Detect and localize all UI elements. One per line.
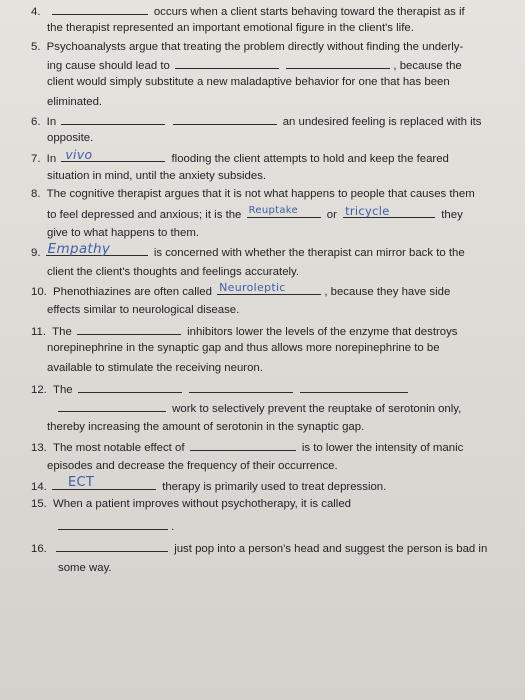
q8-text-2a: to feel depressed and anxious; it is the (47, 209, 242, 221)
q8-answer-blank-1[interactable] (247, 206, 321, 218)
q5-text-4: eliminated. (47, 96, 103, 108)
q5-line4 (47, 95, 102, 109)
q14-line1 (31, 475, 387, 494)
q5-blank-2[interactable] (286, 57, 390, 69)
q13-text-1a: The most notable effect of (53, 442, 185, 454)
q7-line2 (47, 169, 266, 183)
q9-line1 (31, 241, 465, 260)
q10-number: 10. (31, 286, 47, 298)
q14-handwritten-answer: ECT (68, 475, 95, 490)
q5-text-2a: ing cause should lead to (47, 60, 170, 72)
q5-line3 (47, 75, 450, 89)
q6-text-1b: an undesired feeling is replaced with its (282, 116, 482, 128)
q8-handwritten-answer-2: tricycle (345, 204, 390, 218)
q12-blank-1[interactable] (78, 381, 182, 393)
q9-answer-blank[interactable] (46, 241, 148, 257)
q16-line2 (58, 561, 112, 575)
q7-text-2: situation in mind, until the anxiety subsides. (47, 170, 267, 182)
q13-text-2: episodes and decrease the frequency of their occurrence. (47, 460, 338, 472)
q16-text-2: some way. (58, 562, 112, 574)
q11-text-2: norepinephrine in the synaptic gap and thus allows more norepinephrine to be (47, 342, 440, 354)
q8-line3 (47, 226, 199, 240)
q8-text-3: give to what happens to them. (47, 227, 199, 239)
q16-line1 (31, 540, 487, 556)
q6-number: 6. (31, 116, 41, 128)
q14-number: 14. (31, 481, 47, 493)
q5-text-3: client would simply substitute a new maladaptive behavior for one that has been (47, 76, 450, 88)
q13-line2 (47, 459, 338, 473)
q15-text-2: . (171, 521, 175, 533)
q10-handwritten-answer: Neuroleptic (219, 281, 286, 294)
q9-number: 9. (31, 247, 41, 259)
q9-text-2: client the client's thoughts and feelings accurately. (47, 266, 300, 278)
q14-text-1: therapy is primarily used to treat depression. (162, 481, 387, 493)
q8-answer-blank-2[interactable] (343, 206, 435, 218)
q7-handwritten-answer: vivo (65, 147, 93, 162)
q15-line2 (58, 518, 174, 534)
q16-number: 16. (31, 543, 47, 555)
q11-number: 11. (31, 326, 46, 338)
q9-text-1: is concerned with whether the therapist can mirror back to the (153, 247, 465, 259)
q7-number: 7. (31, 153, 41, 165)
q6-blank-2[interactable] (173, 113, 277, 125)
q8-text-2c: they (441, 209, 463, 221)
q6-text-1a: In (46, 116, 57, 128)
q11-text-1b: inhibitors lower the levels of the enzyme that destroys (187, 326, 458, 338)
q8-text-1: The cognitive therapist argues that it is not what happens to people that causes them (46, 188, 475, 200)
q11-text-3: available to stimulate the receiving neuron. (47, 362, 263, 374)
q15-blank[interactable] (58, 518, 168, 530)
q4-number: 4. (31, 6, 41, 18)
q11-text-1a: The (52, 326, 72, 338)
q11-line2 (47, 341, 440, 355)
q5-line1 (31, 40, 463, 54)
q6-line2 (47, 131, 93, 145)
q8-text-2b: or (326, 209, 337, 221)
q4-line2 (47, 21, 414, 35)
q12-text-2: work to selectively prevent the reuptake of serotonin only, (172, 403, 462, 415)
q5-blank-1[interactable] (175, 57, 279, 69)
q16-text-1: just pop into a person's head and suggest the person is bad in (174, 543, 488, 555)
q9-handwritten-answer: Empathy (47, 241, 111, 257)
q11-line3 (47, 361, 263, 375)
q5-line2 (47, 57, 462, 73)
q13-blank[interactable] (190, 439, 296, 451)
q15-text-1: When a patient improves without psychotherapy, it is called (53, 498, 352, 510)
q12-blank-2[interactable] (189, 381, 293, 393)
q12-text-1: The (53, 384, 73, 396)
q8-line1 (31, 187, 475, 201)
q4-text-1: occurs when a client starts behaving toward the therapist as if (153, 6, 465, 18)
q5-number: 5. (31, 41, 41, 53)
q7-answer-blank[interactable] (61, 147, 165, 162)
q15-number: 15. (31, 498, 47, 510)
q5-text-2b: , because the (393, 60, 462, 72)
q6-line1 (31, 113, 482, 129)
q4-line1 (31, 3, 465, 19)
q15-line1 (31, 497, 351, 511)
q10-text-1a: Phenothiazines are often called (53, 286, 212, 298)
q12-line1 (31, 381, 408, 397)
q11-blank[interactable] (77, 323, 181, 335)
q13-number: 13. (31, 442, 47, 454)
q12-line2 (58, 400, 461, 416)
q6-text-2: opposite. (47, 132, 94, 144)
q12-line3 (47, 420, 364, 434)
q8-handwritten-answer-1: Reuptake (248, 205, 298, 216)
q11-line1 (31, 323, 458, 339)
q10-text-1b: , because they have side (324, 286, 451, 298)
q12-number: 12. (31, 384, 47, 396)
q9-line2 (47, 265, 299, 279)
q12-blank-3[interactable] (300, 381, 408, 393)
q7-text-1a: In (46, 153, 57, 165)
q10-line2 (47, 303, 239, 317)
q12-text-3: thereby increasing the amount of serotonin in the synaptic gap. (47, 421, 365, 433)
q4-blank[interactable] (52, 3, 148, 15)
q13-line1 (31, 439, 463, 455)
q13-text-1b: is to lower the intensity of manic (301, 442, 464, 454)
q12-blank-4[interactable] (58, 400, 166, 412)
q7-line1 (31, 147, 449, 166)
q4-text-2: the therapist represented an important emotional figure in the client's life. (47, 22, 414, 34)
q5-text-1: Psychoanalysts argue that treating the problem directly without finding the underly- (46, 41, 464, 53)
q16-blank[interactable] (56, 540, 168, 552)
q8-line2 (47, 206, 463, 222)
q10-line1 (31, 283, 450, 299)
q7-text-1b: flooding the client attempts to hold and keep the feared (171, 153, 449, 165)
q10-text-2: effects similar to neurological disease. (47, 304, 240, 316)
q14-answer-blank[interactable] (52, 475, 156, 490)
q10-answer-blank[interactable] (217, 283, 321, 295)
q6-blank-1[interactable] (61, 113, 165, 125)
q8-number: 8. (31, 188, 41, 200)
